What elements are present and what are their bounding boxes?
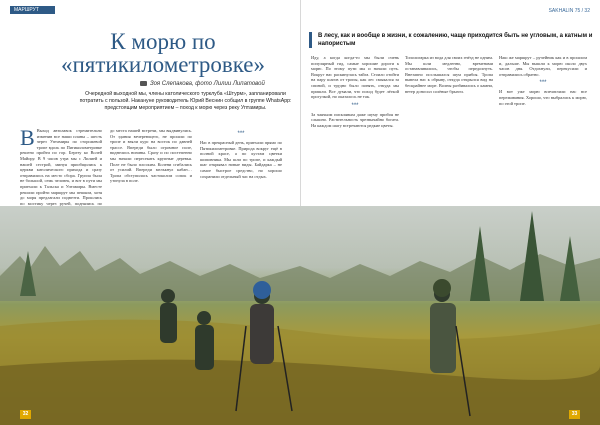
right-column-2-text: Тополигарка из вода для своих гнёзд не одним. Мы шли медленно, временами останавливались, чтобы передохнуть. Внезапно послышался шум прибоя. Тропа вывела нас к обрыву, откуда открылся вид на бескрайнее море. Волны разбивались о камни, ветер доносил солёные брызги.	[405, 55, 493, 94]
article-title	[28, 30, 298, 76]
section-label: МАРШРУТ	[10, 6, 55, 14]
right-column-3	[499, 55, 587, 106]
title-line-2: «пятикилометровке»	[60, 52, 266, 77]
left-column-2	[110, 128, 192, 184]
right-column-1b-text: За чаячьим писклявым даже шуму прибоя не слышно. Растительность чрезвычайно богата. На каждом шагу встречаются редкие цветы.	[311, 111, 399, 128]
title-line-1: К морю по	[110, 29, 216, 54]
drop-cap: В	[20, 125, 35, 150]
magazine-label: SAKHALIN 75 / 32	[548, 8, 590, 14]
camera-icon	[140, 81, 147, 86]
stars-divider: ***	[237, 131, 245, 137]
left-column-3-text: Нас в прекрасный день, приехали прямо по Пятикилометровке. Природа вокруг ещё в полной красе, а по кустам цветки шиповника. Мы шли по тропе, и каждый шаг открывал новые виды. Байдарка – не самое быстрое средство, но хорошо сохранили отдельный час на отдых.	[200, 140, 282, 179]
right-column-1-text: Иду, а когда когда-то мы были очень популярный гид, самые хорошие дороги к морю. По этому пути мы и начали путь. Вокруг нас раскинулась тайга. Стоило отойти на пару шагов от тропы, как лес смыкался за спиной, и трудно было понять, откуда мы пришли. Все думали, что поход будет лёгкой прогулкой, но оказалось не так.	[311, 55, 399, 100]
right-column-3b-text: И вот уже морю впечатлили нас все переживания. Хорошо, что выбрались к морю, по этой тропе.	[499, 89, 587, 106]
hikers-field-photo	[0, 206, 600, 425]
photo-illustration	[0, 206, 600, 425]
page-number-right: 33	[569, 410, 580, 419]
right-column-2	[405, 55, 493, 94]
stars-divider: ***	[351, 102, 359, 109]
left-column-3	[200, 128, 282, 179]
right-column-3-text: Наш же маршрут – ручейник как и в прошлом и, дальше. Мы вышли к морю около двух часов дня. Отдохнули, перекусили и отправились обратно.	[499, 55, 587, 77]
right-column-1	[311, 55, 399, 129]
lead-paragraph: Очередной выходной мы, члены католического турклуба «Штурм», запланировали потратить с пользой. Накануне руководитель Юрий Веснин собщил в группе WhatsApp: предстоящим мероприятием – поход к морю через реку Уптамиры.	[79, 91, 292, 111]
left-column-1	[20, 125, 102, 218]
left-column-1-text: Выход автолавок стремительно изменив все наши планы – шесть через Уптамиры по сторожевой тропе вдоль по Пятикилометровке решено пройти по гор. Березу ко Волей Майору. В 9 часов утра мы с Лилией и нашей сестрой, минуя приобщились к церкви католического прихода и сразу отправились на место сбора. Группа была не большой, семь человек, и вот в пути мы приехали к Тальска и Уптамиры. Вместе решили пройти маршрут мы пешком, хотя до моря предлагали подвезти. Прошлись по мостику через ручей, поднялись по	[20, 128, 102, 206]
left-column-2-text: до места нашей встречи, мы выдвинулись. От здания вечереющего, не прошли по тропе и взяли курс на восток по давней трассе. Впереди было огромное поле, виднелись низины. Сразу и по постепенно мы начали пересекать крупные деревья. Поле не было плоским. Колени сгибались от усилий. Впереди мелькнул кабан… Тропа обступилась частоколом сопок и утонула в поле.	[110, 128, 192, 184]
page-number-left: 32	[20, 410, 31, 419]
byline: Зоя Слепакова, фото Лилии Липатовой	[150, 81, 265, 87]
stars-divider: ***	[539, 80, 547, 87]
pull-quote: В лесу, как и вообще в жизни, к сожалению, чаще приходится быть не угловым, а катным и напористым	[309, 32, 600, 48]
